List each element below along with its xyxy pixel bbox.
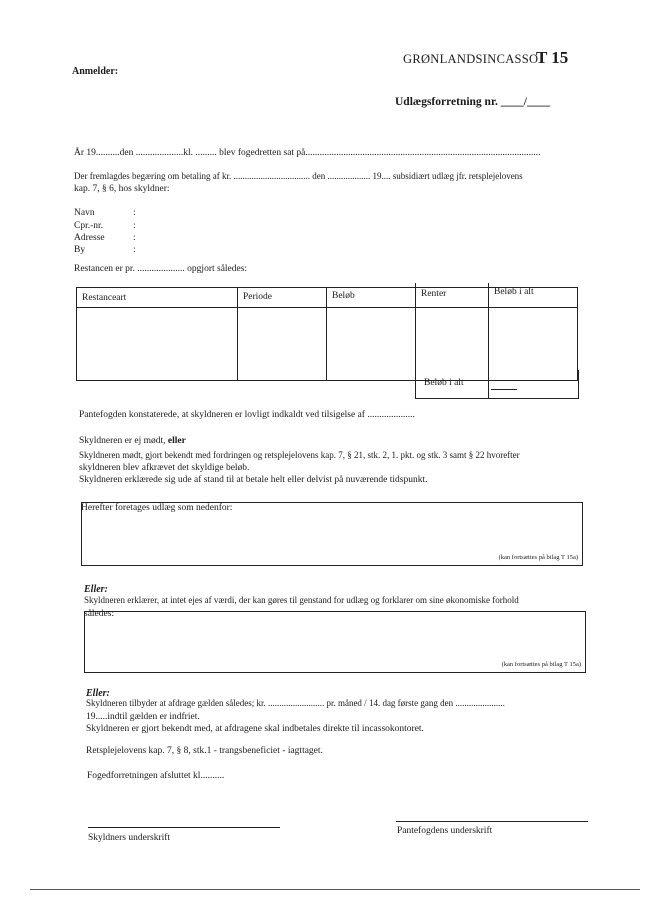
bottom-divider: [30, 889, 640, 890]
page-title: Udlægsforretning nr. ____/____: [395, 96, 550, 108]
installment-line-1: Skyldneren tilbyder at afdrage gælden således; kr. ......................... pr. måned / 14. dag første gang den ......................: [86, 698, 505, 708]
restance-intro: Restancen er pr. .................... opgjort således:: [74, 264, 248, 274]
not-appeared-statement: Skyldneren er ej mødt, eller: [79, 436, 186, 446]
bailiff-signature-line[interactable]: [396, 821, 588, 822]
total-label: Beløb i alt: [424, 378, 464, 388]
intro-line-3: kap. 7, § 6, hos skyldner:: [74, 184, 170, 194]
box1-label: Herefter foretages udlæg som nedenfor:: [81, 503, 233, 513]
eller-heading-2: Eller:: [86, 688, 110, 699]
col-header-belob-i-alt: Beløb i alt: [494, 287, 534, 297]
anmelder-label: Anmelder:: [72, 66, 119, 77]
field-adresse-sep: :: [133, 233, 136, 243]
field-by-label: By: [74, 245, 86, 255]
field-cpr-label: Cpr.-nr.: [74, 221, 104, 231]
field-adresse-label: Adresse: [74, 233, 105, 243]
col-header-restanceart: Restanceart: [82, 293, 127, 303]
udlaeg-box[interactable]: [81, 502, 583, 566]
box2-note: (kan fortsættes på bilag T 15a): [501, 661, 581, 668]
no-assets-line-1: Skyldneren erklærer, at intet ejes af værdi, der kan gøres til genstand for udlæg og forklarer om sine økonomiske forhold: [84, 595, 519, 605]
eller-bold: eller: [167, 436, 186, 446]
box1-note: (kan fortsættes på bilag T 15a): [498, 554, 578, 561]
org-name: GRØNLANDSINCASSO: [403, 52, 539, 66]
appeared-line-2: skyldneren blev afkrævet det skyldige beløb.: [79, 463, 250, 473]
field-navn-label: Navn: [74, 208, 95, 218]
installment-line-2: 19.....indtil gælden er indfriet.: [86, 712, 200, 722]
form-number: T 15: [536, 48, 569, 67]
appeared-line-3: Skyldneren erklærede sig ude af stand til at betale helt eller delvist på nuværende tidspunkt.: [79, 475, 428, 485]
appeared-line-1: Skyldneren mødt, gjort bekendt med fordringen og retsplejelovens kap. 7, § 21, stk. 2, 1. pkt. og stk. 3 samt § 22 hvorefter: [79, 450, 520, 460]
closing-time-line: Fogedforretningen afsluttet kl..........: [87, 771, 225, 781]
col-header-renter: Renter: [421, 289, 447, 299]
economic-situation-box[interactable]: [84, 611, 586, 673]
field-by-sep: :: [133, 245, 136, 255]
debtor-signature-label: Skyldners underskrift: [88, 833, 171, 843]
field-cpr-sep: :: [133, 221, 136, 231]
trangsbeneficiet-line: Retsplejelovens kap. 7, § 8, stk.1 - trangsbeneficiet - iagttaget.: [86, 746, 323, 756]
col-header-belob: Beløb: [332, 291, 355, 301]
no-assets-line-2: således:: [84, 609, 115, 619]
intro-line-1: År 19..........den ....................kl. ......... blev fogedretten sat på...................................................................................................: [74, 148, 541, 158]
installment-line-3: Skyldneren er gjort bekendt med, at afdragene skal indbetales direkte til incassokontoret.: [86, 724, 424, 734]
pantefoged-statement: Pantefogden konstaterede, at skyldneren er lovligt indkaldt ved tilsigelse af ....................: [79, 410, 415, 420]
eller-heading-1: Eller:: [84, 584, 108, 595]
debtor-signature-line[interactable]: [88, 827, 280, 828]
intro-line-2: Der fremlagdes begæring om betaling af kr. .................................. den ................... 19.... subsidiært udlæg jfr. retsplejelovens: [74, 171, 523, 181]
field-navn-sep: :: [133, 208, 136, 218]
bailiff-signature-label: Pantefogdens underskrift: [397, 826, 493, 836]
col-header-periode: Periode: [243, 292, 273, 302]
